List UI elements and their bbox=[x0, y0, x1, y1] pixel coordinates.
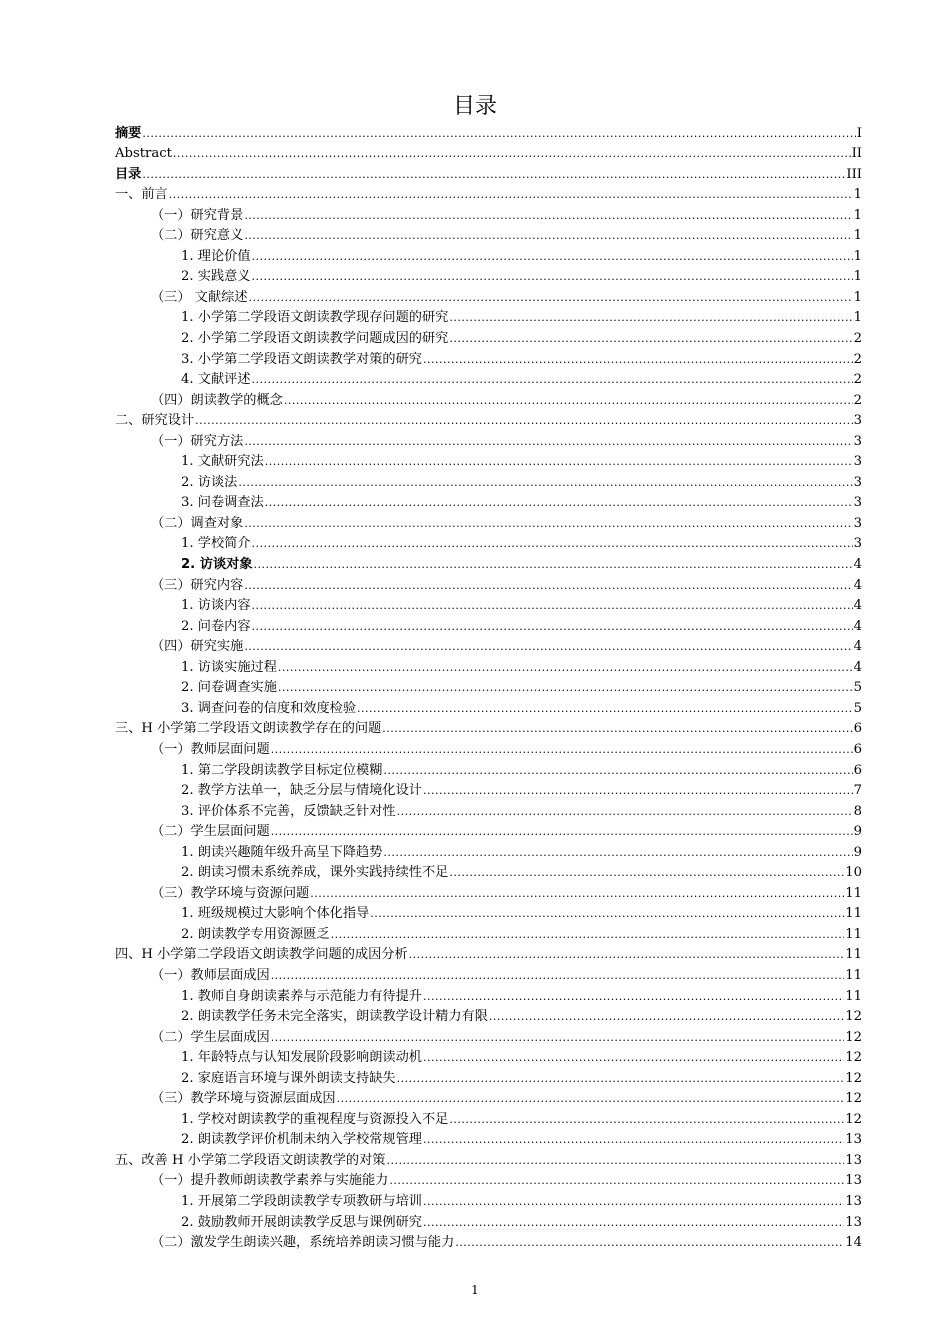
toc-entry-text: （二）调查对象 bbox=[151, 515, 244, 531]
toc-entry-text: 一、前言 bbox=[115, 187, 168, 203]
toc-entry-page: 3 bbox=[853, 515, 862, 531]
toc-entry-text: 1. 小学第二学段语文朗读教学现存问题的研究 bbox=[181, 310, 449, 326]
toc-entry-text: 摘要 bbox=[115, 125, 142, 141]
toc-entry-text: 2. 朗读习惯未系统养成，课外实践持续性不足 bbox=[181, 865, 449, 881]
dot-leader bbox=[423, 988, 844, 1005]
toc-entry-text: （四）研究实施 bbox=[151, 639, 244, 655]
toc-entry-page: 11 bbox=[845, 926, 862, 942]
toc-entry-page: 12 bbox=[845, 1050, 862, 1066]
toc-entry-text: （四）朗读教学的概念 bbox=[151, 392, 283, 408]
toc-entry-page: 2 bbox=[853, 351, 862, 367]
dot-leader bbox=[449, 1111, 844, 1128]
toc-entry-page: 5 bbox=[853, 700, 862, 716]
toc-entry-page: 12 bbox=[845, 1111, 862, 1127]
dot-leader bbox=[489, 1008, 844, 1025]
toc-entry[interactable] bbox=[115, 244, 862, 265]
dot-leader bbox=[254, 556, 853, 573]
toc-entry-text: （一）教师层面问题 bbox=[151, 741, 270, 757]
toc-entry-text: 2. 访谈对象 bbox=[181, 557, 253, 573]
dot-leader bbox=[244, 515, 852, 532]
toc-entry[interactable] bbox=[115, 820, 862, 841]
toc-entry[interactable] bbox=[115, 183, 862, 204]
dot-leader bbox=[310, 885, 844, 902]
toc-entry-text: 2. 朗读教学专用资源匮乏 bbox=[181, 926, 330, 942]
toc-entry[interactable] bbox=[115, 717, 862, 738]
dot-leader bbox=[455, 1234, 844, 1251]
toc-entry-text: 2. 教学方法单一，缺乏分层与情境化设计 bbox=[181, 783, 422, 799]
toc-entry-text: （二）学生层面问题 bbox=[151, 824, 270, 840]
toc-entry[interactable] bbox=[115, 758, 862, 779]
dot-leader bbox=[271, 823, 853, 840]
toc-entry-text: （二）学生层面成因 bbox=[151, 1029, 270, 1045]
toc-entry-page: 6 bbox=[853, 762, 862, 778]
dot-leader bbox=[278, 679, 853, 696]
dot-leader bbox=[195, 412, 852, 429]
toc-entry[interactable] bbox=[115, 1128, 862, 1149]
toc-entry[interactable] bbox=[115, 224, 862, 245]
toc-entry-text: 2. 鼓励教师开展朗读教学反思与课例研究 bbox=[181, 1214, 422, 1230]
dot-leader bbox=[169, 186, 853, 203]
dot-leader bbox=[271, 1029, 845, 1046]
toc-entry-page: 13 bbox=[845, 1152, 862, 1168]
toc-entry-page: 1 bbox=[853, 269, 862, 285]
toc-entry[interactable] bbox=[115, 532, 862, 553]
dot-leader bbox=[382, 720, 852, 737]
dot-leader bbox=[271, 741, 853, 758]
toc-entry-text: 1. 班级规模过大影响个体化指导 bbox=[181, 906, 370, 922]
toc-entry-page: 13 bbox=[845, 1173, 862, 1189]
toc-entry[interactable] bbox=[115, 881, 862, 902]
toc-entry-page: 3 bbox=[853, 433, 862, 449]
toc-entry-page: 2 bbox=[853, 392, 862, 408]
toc-entry[interactable] bbox=[115, 203, 862, 224]
dot-leader bbox=[265, 494, 853, 511]
toc-entry-text: 2. 问卷调查实施 bbox=[181, 680, 277, 696]
toc-entry-text: 1. 文献研究法 bbox=[181, 454, 264, 470]
toc-entry-text: 四、H 小学第二学段语文朗读教学问题的成因分析 bbox=[115, 947, 408, 963]
toc-entry-text: 2. 访谈法 bbox=[181, 474, 238, 490]
toc-entry[interactable] bbox=[115, 1107, 862, 1128]
toc-entry[interactable] bbox=[115, 162, 862, 183]
toc-entry-page: 11 bbox=[845, 988, 862, 1004]
toc-entry-page: 7 bbox=[853, 783, 862, 799]
toc-entry-page: 12 bbox=[845, 1070, 862, 1086]
toc-entry[interactable] bbox=[115, 984, 862, 1005]
toc-entry[interactable] bbox=[115, 635, 862, 656]
toc-entry-text: （一）提升教师朗读教学素养与实施能力 bbox=[151, 1173, 389, 1189]
toc-entry-text: 2. 家庭语言环境与课外朗读支持缺失 bbox=[181, 1070, 396, 1086]
toc-entry-text: 1. 朗读兴趣随年级升高呈下降趋势 bbox=[181, 844, 383, 860]
toc-entry-page: 1 bbox=[853, 207, 862, 223]
toc-entry-page: 13 bbox=[845, 1214, 862, 1230]
toc-title: 目录 bbox=[452, 94, 497, 119]
toc-entry-page: 14 bbox=[845, 1235, 862, 1251]
toc-entry[interactable] bbox=[115, 696, 862, 717]
toc-entry[interactable] bbox=[115, 306, 862, 327]
toc-entry-page: 6 bbox=[853, 741, 862, 757]
toc-entry-text: （三）教学环境与资源层面成因 bbox=[151, 1091, 336, 1107]
dot-leader bbox=[278, 659, 853, 676]
dot-leader bbox=[423, 1214, 844, 1231]
toc-entry-page: 4 bbox=[853, 618, 862, 634]
toc-entry-page: II bbox=[851, 146, 862, 162]
toc-entry[interactable] bbox=[115, 1210, 862, 1231]
toc-entry[interactable] bbox=[115, 470, 862, 491]
toc-entry[interactable] bbox=[115, 1148, 862, 1169]
toc-entry[interactable] bbox=[115, 409, 862, 430]
toc-entry-text: 目录 bbox=[115, 166, 142, 182]
toc-entry-text: 3. 问卷调查法 bbox=[181, 495, 264, 511]
toc-entry-page: 4 bbox=[853, 557, 862, 573]
toc-entry[interactable] bbox=[115, 1087, 862, 1108]
toc-entry[interactable] bbox=[115, 1231, 862, 1252]
toc-entry[interactable] bbox=[115, 142, 862, 163]
toc-entry[interactable] bbox=[115, 121, 862, 142]
dot-leader bbox=[423, 1193, 844, 1210]
toc-entry[interactable] bbox=[115, 573, 862, 594]
dot-leader bbox=[252, 597, 853, 614]
dot-leader bbox=[397, 1070, 845, 1087]
toc-entry-page: 4 bbox=[853, 577, 862, 593]
toc-entry-page: 3 bbox=[853, 454, 862, 470]
toc-entry-page: 6 bbox=[853, 721, 862, 737]
toc-entry-text: 二、研究设计 bbox=[115, 413, 195, 429]
dot-leader bbox=[449, 864, 844, 881]
toc-entry-page: 1 bbox=[853, 248, 862, 264]
dot-leader bbox=[142, 125, 855, 142]
toc-entry-page: 4 bbox=[853, 598, 862, 614]
toc-entry[interactable] bbox=[115, 1046, 862, 1067]
dot-leader bbox=[449, 330, 852, 347]
dot-leader bbox=[173, 145, 851, 162]
toc-entry-page: 2 bbox=[853, 331, 862, 347]
toc-entry[interactable] bbox=[115, 902, 862, 923]
dot-leader bbox=[244, 577, 852, 594]
toc-entry-text: 1. 年龄特点与认知发展阶段影响朗读动机 bbox=[181, 1050, 422, 1066]
dot-leader bbox=[252, 371, 853, 388]
toc-entry-page: 11 bbox=[845, 885, 862, 901]
toc-entry-text: 3. 小学第二学段语文朗读教学对策的研究 bbox=[181, 351, 422, 367]
toc-entry-text: 1. 开展第二学段朗读教学专项教研与培训 bbox=[181, 1193, 422, 1209]
dot-leader bbox=[238, 474, 852, 491]
toc-entry[interactable] bbox=[115, 450, 862, 471]
toc-entry[interactable] bbox=[115, 737, 862, 758]
toc-entry-page: 12 bbox=[845, 1091, 862, 1107]
toc-entry[interactable] bbox=[115, 491, 862, 512]
dot-leader bbox=[265, 453, 853, 470]
dot-leader bbox=[252, 535, 853, 552]
toc-entry-page: 1 bbox=[853, 228, 862, 244]
dot-leader bbox=[244, 433, 852, 450]
toc-entry[interactable] bbox=[115, 676, 862, 697]
table-of-contents bbox=[115, 121, 862, 1251]
toc-entry-text: （二）研究意义 bbox=[151, 228, 244, 244]
toc-entry-page: 3 bbox=[853, 495, 862, 511]
dot-leader bbox=[423, 1049, 844, 1066]
toc-entry-page: 8 bbox=[853, 803, 862, 819]
toc-entry-page: 12 bbox=[845, 1009, 862, 1025]
toc-entry-text: 1. 学校对朗读教学的重视程度与资源投入不足 bbox=[181, 1111, 449, 1127]
toc-entry-text: 2. 小学第二学段语文朗读教学问题成因的研究 bbox=[181, 331, 449, 347]
toc-entry[interactable] bbox=[115, 943, 862, 964]
toc-entry-text: 1. 访谈内容 bbox=[181, 598, 251, 614]
dot-leader bbox=[389, 1172, 844, 1189]
toc-entry[interactable] bbox=[115, 429, 862, 450]
toc-entry-page: 11 bbox=[845, 906, 862, 922]
toc-entry-page: 12 bbox=[845, 1029, 862, 1045]
dot-leader bbox=[331, 926, 845, 943]
toc-entry[interactable] bbox=[115, 1169, 862, 1190]
toc-entry[interactable] bbox=[115, 861, 862, 882]
toc-entry[interactable] bbox=[115, 388, 862, 409]
toc-entry-page: 3 bbox=[853, 536, 862, 552]
dot-leader bbox=[386, 1152, 844, 1169]
dot-leader bbox=[423, 1131, 844, 1148]
toc-entry[interactable] bbox=[115, 779, 862, 800]
toc-entry-text: 2. 朗读教学评价机制未纳入学校常规管理 bbox=[181, 1132, 422, 1148]
dot-leader bbox=[383, 844, 852, 861]
toc-entry-text: 1. 教师自身朗读素养与示范能力有待提升 bbox=[181, 988, 422, 1004]
toc-entry-text: 1. 第二学段朗读教学目标定位模糊 bbox=[181, 762, 383, 778]
toc-entry-page: 1 bbox=[853, 187, 862, 203]
dot-leader bbox=[249, 289, 853, 306]
dot-leader bbox=[142, 166, 845, 183]
toc-entry[interactable] bbox=[115, 326, 862, 347]
toc-entry-page: I bbox=[856, 125, 862, 141]
dot-leader bbox=[271, 967, 845, 984]
toc-entry-text: （一）研究背景 bbox=[151, 207, 244, 223]
toc-entry-page: 1 bbox=[853, 289, 862, 305]
toc-entry[interactable] bbox=[115, 285, 862, 306]
toc-entry[interactable] bbox=[115, 840, 862, 861]
toc-entry-page: 10 bbox=[845, 865, 862, 881]
dot-leader bbox=[244, 227, 852, 244]
toc-entry-page: 13 bbox=[845, 1193, 862, 1209]
toc-entry-page: 5 bbox=[853, 680, 862, 696]
toc-entry-text: 3. 调查问卷的信度和效度检验 bbox=[181, 700, 357, 716]
toc-entry[interactable] bbox=[115, 614, 862, 635]
toc-entry-text: （三）教学环境与资源问题 bbox=[151, 885, 310, 901]
dot-leader bbox=[244, 207, 852, 224]
toc-entry-page: 11 bbox=[845, 967, 862, 983]
toc-entry-text: 五、改善 H 小学第二学段语文朗读教学的对策 bbox=[115, 1152, 386, 1168]
dot-leader bbox=[284, 392, 853, 409]
dot-leader bbox=[252, 248, 853, 265]
toc-entry-page: 2 bbox=[853, 372, 862, 388]
toc-entry-page: 13 bbox=[845, 1132, 862, 1148]
dot-leader bbox=[252, 618, 853, 635]
toc-entry-page: 4 bbox=[853, 639, 862, 655]
dot-leader bbox=[252, 268, 853, 285]
toc-entry-page: 3 bbox=[853, 474, 862, 490]
dot-leader bbox=[357, 700, 853, 717]
toc-entry-text: 1. 学校简介 bbox=[181, 536, 251, 552]
toc-entry-text: （二）激发学生朗读兴趣，系统培养朗读习惯与能力 bbox=[151, 1235, 455, 1251]
toc-entry-page: 4 bbox=[853, 659, 862, 675]
toc-entry[interactable] bbox=[115, 347, 862, 368]
toc-entry[interactable] bbox=[115, 963, 862, 984]
toc-entry-text: 三、H 小学第二学段语文朗读教学存在的问题 bbox=[115, 721, 382, 737]
toc-entry[interactable] bbox=[115, 655, 862, 676]
toc-entry-text: 4. 文献评述 bbox=[181, 372, 251, 388]
toc-entry-text: 1. 访谈实施过程 bbox=[181, 659, 277, 675]
toc-entry-text: （三） 文献综述 bbox=[151, 289, 248, 305]
toc-entry-text: 2. 问卷内容 bbox=[181, 618, 251, 634]
toc-entry-page: 11 bbox=[845, 947, 862, 963]
toc-entry[interactable] bbox=[115, 265, 862, 286]
toc-entry-page: 9 bbox=[853, 844, 862, 860]
toc-entry-page: III bbox=[846, 166, 862, 182]
dot-leader bbox=[449, 309, 852, 326]
toc-entry-page: 9 bbox=[853, 824, 862, 840]
dot-leader bbox=[397, 803, 853, 820]
toc-entry-text: （一）教师层面成因 bbox=[151, 967, 270, 983]
dot-leader bbox=[409, 946, 845, 963]
toc-entry[interactable] bbox=[115, 1066, 862, 1087]
toc-entry[interactable] bbox=[115, 511, 862, 532]
dot-leader bbox=[423, 351, 853, 368]
toc-entry-page: 3 bbox=[853, 413, 862, 429]
toc-entry-text: 3. 评价体系不完善，反馈缺乏针对性 bbox=[181, 803, 396, 819]
toc-entry-text: 1. 理论价值 bbox=[181, 248, 251, 264]
toc-entry[interactable] bbox=[115, 1005, 862, 1026]
dot-leader bbox=[337, 1090, 845, 1107]
toc-entry-text: 2. 朗读教学任务未完全落实，朗读教学设计精力有限 bbox=[181, 1009, 488, 1025]
toc-entry[interactable] bbox=[115, 799, 862, 820]
toc-entry-text: 2. 实践意义 bbox=[181, 269, 251, 285]
toc-entry-text: （三）研究内容 bbox=[151, 577, 244, 593]
page-number: 1 bbox=[471, 1283, 479, 1297]
dot-leader bbox=[370, 905, 844, 922]
toc-entry[interactable] bbox=[115, 1189, 862, 1210]
dot-leader bbox=[423, 782, 853, 799]
toc-entry-text: Abstract bbox=[115, 146, 172, 162]
toc-entry-page: 1 bbox=[853, 310, 862, 326]
toc-entry[interactable] bbox=[115, 552, 862, 573]
toc-entry[interactable] bbox=[115, 922, 862, 943]
toc-entry[interactable] bbox=[115, 594, 862, 615]
toc-entry[interactable] bbox=[115, 368, 862, 389]
toc-entry[interactable] bbox=[115, 1025, 862, 1046]
toc-entry-text: （一）研究方法 bbox=[151, 433, 244, 449]
dot-leader bbox=[383, 762, 852, 779]
dot-leader bbox=[244, 638, 852, 655]
